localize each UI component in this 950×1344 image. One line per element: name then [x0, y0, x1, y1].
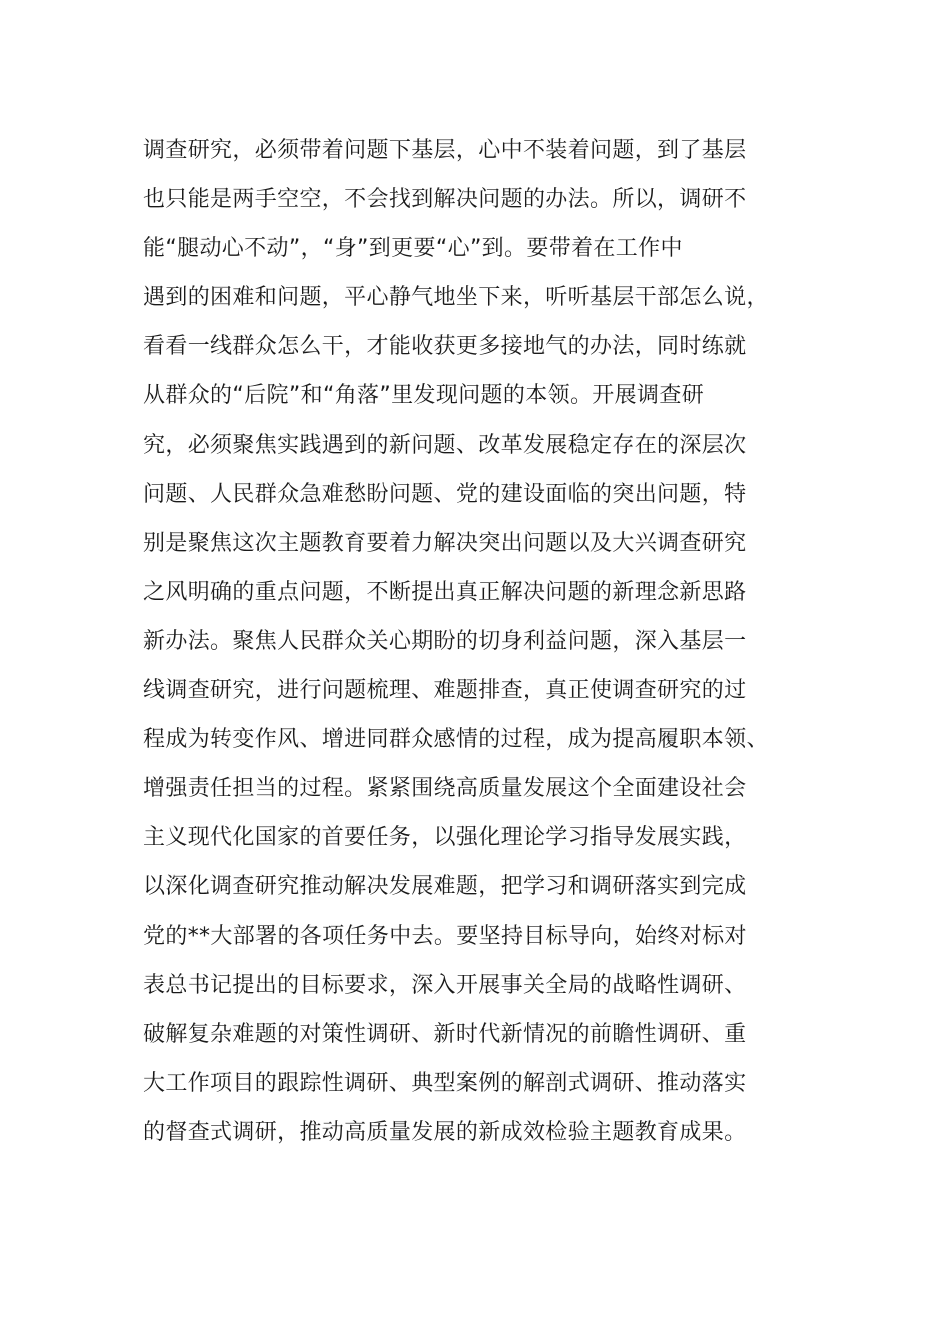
text-line: 主义现代化国家的首要任务，以强化理论学习指导发展实践， — [143, 825, 747, 851]
text-line: 党的**大部署的各项任务中去。要坚持目标导向，始终对标对 — [143, 923, 747, 949]
text-line: 究，必须聚焦实践遇到的新问题、改革发展稳定存在的深层次 — [143, 432, 747, 458]
text-line: 遇到的困难和问题，平心静气地坐下来，听听基层干部怎么说， — [143, 285, 769, 311]
text-line: 之风明确的重点问题，不断提出真正解决问题的新理念新思路 — [143, 579, 747, 605]
text-line: 问题、人民群众急难愁盼问题、党的建设面临的突出问题，特 — [143, 481, 747, 507]
text-line: 看看一线群众怎么干，才能收获更多接地气的办法，同时练就 — [143, 334, 747, 360]
text-line: 也只能是两手空空，不会找到解决问题的办法。所以，调研不 — [143, 187, 747, 213]
text-line: 线调查研究，进行问题梳理、难题排查，真正使调查研究的过 — [143, 678, 747, 704]
text-line: 能“腿动心不动”，“身”到更要“心”到。要带着在工作中 — [143, 236, 683, 262]
text-line: 破解复杂难题的对策性调研、新时代新情况的前瞻性调研、重 — [143, 1021, 747, 1047]
text-line: 增强责任担当的过程。紧紧围绕高质量发展这个全面建设社会 — [143, 776, 747, 802]
text-line: 表总书记提出的目标要求，深入开展事关全局的战略性调研、 — [143, 972, 747, 998]
text-line: 以深化调查研究推动解决发展难题，把学习和调研落实到完成 — [143, 874, 747, 900]
text-line: 从群众的“后院”和“角落”里发现问题的本领。开展调查研 — [143, 383, 705, 409]
text-line: 大工作项目的跟踪性调研、典型案例的解剖式调研、推动落实 — [143, 1070, 747, 1096]
text-line: 的督查式调研，推动高质量发展的新成效检验主题教育成果。 — [143, 1119, 747, 1145]
body-paragraph — [143, 126, 823, 1157]
text-line: 别是聚焦这次主题教育要着力解决突出问题以及大兴调查研究 — [143, 530, 747, 556]
text-line: 程成为转变作风、增进同群众感情的过程，成为提高履职本领、 — [143, 727, 769, 753]
text-line: 调查研究，必须带着问题下基层，心中不装着问题，到了基层 — [143, 138, 747, 163]
text-line: 新办法。聚焦人民群众关心期盼的切身利益问题，深入基层一 — [143, 628, 747, 654]
